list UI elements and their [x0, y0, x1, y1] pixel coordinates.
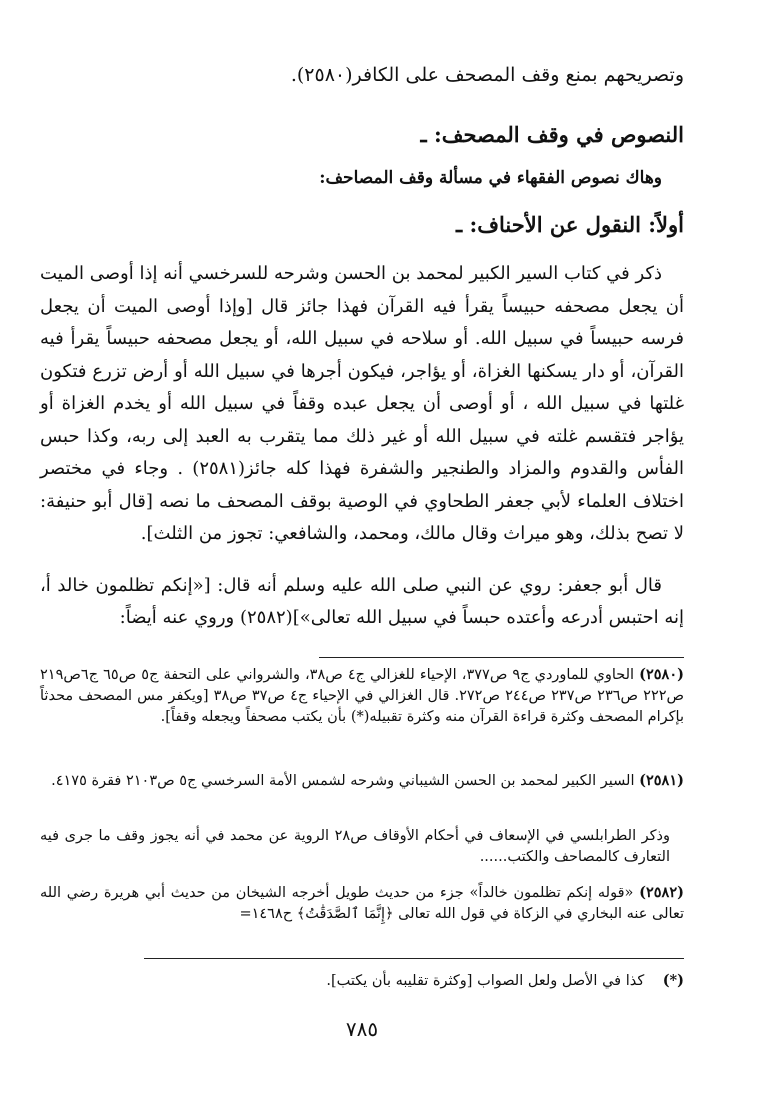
- footnote-2580: [40, 664, 684, 728]
- paragraph-1: ذكر في كتاب السير الكبير لمحمد بن الحسن وشرحه للسرخسي أنه إذا أوصى الميت أن يجعل مصحفه حبيساً يقرأ فيه القرآن فهذا جائز قال [وإذا أوصى الميت أن يجعل فرسه حبيساً في سبيل الله. أو سلاحه في سبيل الله، أو يجعل مصحفه حبيساً يقرأ فيه القرآن، أو دار يسكنها الغزاة، أو يؤاجر، فيكون أجرها في سبيل الله أو أرض تزرع فتكون غلتها في سبيل الله ، أو أوصى أن يجعل عبده وقفاً في سبيل الله أو يخدم الغزاة أو يؤاجر فتقسم غلته في سبيل الله أو غير ذلك مما يتقرب به العبد إلى ربه، وكذا حبس الفأس والقدوم والمزاد والطنجير والشفرة فهذا كله جائز(٢٥٨١) . وجاء في مختصر اختلاف العلماء لأبي جعفر الطحاوي في الوصية بوقف المصحف ما نصه [قال أبو حنيفة: لا تصح بذلك، وهو ميراث وقال مالك، ومحمد، والشافعي: تجوز من الثلث].: [40, 263, 684, 544]
- footnote-2581: [40, 770, 684, 792]
- footnote-number: (٢٥٨٠): [639, 666, 684, 683]
- subheading: وهاك نصوص الفقهاء في مسألة وقف المصاحف:: [319, 168, 662, 188]
- section-heading: أولاً: النقول عن الأحناف: ـ: [456, 212, 684, 237]
- star-note-text: كذا في الأصل ولعل الصواب [وكثرة تقليبه بأن يكتب].: [326, 973, 645, 989]
- paragraph-2: قال أبو جعفر: روي عن النبي صلى الله عليه وسلم أنه قال: [«إنكم تظلمون خالد أ، إنه احتبس أدرعه وأعتده حبساً في سبيل الله تعالى»](٢٥٨٢) وروي عنه أيضاً:: [40, 575, 684, 628]
- book-page: [40, 0, 684, 1107]
- footnote-divider: [319, 657, 684, 658]
- footnote-text: «قوله إنكم تظلمون خالداً» جزء من حديث طويل أخرجه الشيخان من حديث أبي هريرة رضي الله تعالى عنه البخاري في الزكاة في قول الله تعالى ﴿إِنَّمَا ٱلصَّدَقَٰتُ﴾ ح١٤٦٨=: [40, 885, 684, 922]
- footnote-2581-continuation: وذكر الطرابلسي في الإسعاف في أحكام الأوقاف ص٢٨ الروية عن محمد في أنه يجوز وقف ما جرى فيه التعارف كالمصاحف والكتب......: [40, 828, 670, 865]
- star-note-divider: [144, 958, 684, 959]
- footnote-number: (٢٥٨١): [639, 772, 684, 789]
- page-number: ٧٨٥: [345, 1017, 379, 1041]
- star-mark: (*): [662, 972, 684, 989]
- footnote-number: (٢٥٨٢): [639, 884, 684, 901]
- heading-texts: النصوص في وقف المصحف: ـ: [420, 122, 684, 147]
- star-note: [40, 972, 684, 989]
- footnote-text: الحاوي للماوردي ج٩ ص٣٧٧، الإحياء للغزالي ج٤ ص٣٨، والشرواني على التحفة ج٥ ص٦٥ ج٦ص٢١٩ ص٢٢٢ ص٢٣٦ ص٢٣٧ ص٢٤٤ ص٢٧٢. قال الغزالي في الإحياء ج٤ ص٣٧ ص٣٨ [ويكفر مس المصحف محدثاً بإكرام المصحف وكثرة قراءة القرآن منه وكثرة تقبيله(*) بأن يكتب مصحفاً ويجعله وقفاً].: [40, 667, 685, 725]
- intro-line: وتصريحهم بمنع وقف المصحف على الكافر(٢٥٨٠).: [290, 64, 684, 86]
- footnote-text: السير الكبير لمحمد بن الحسن الشيباني وشرحه لشمس الأمة السرخسي ج٥ ص٢١٠٣ فقرة ٤١٧٥.: [51, 773, 635, 789]
- footnote-2582: [40, 882, 684, 925]
